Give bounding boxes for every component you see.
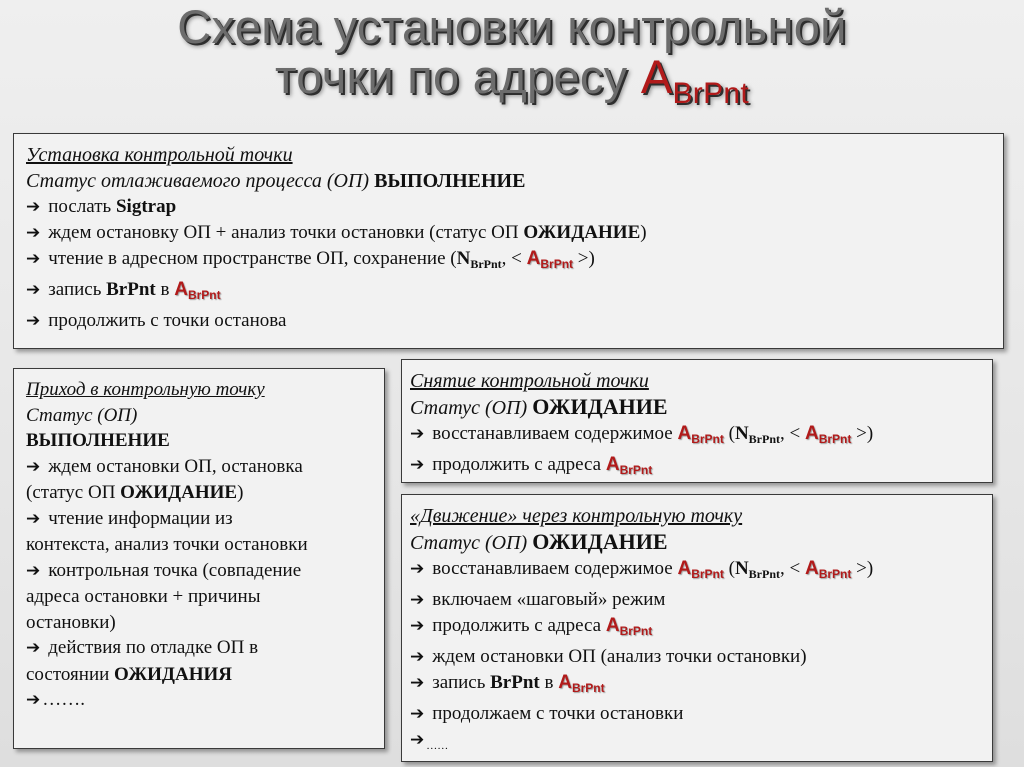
item-text: ( xyxy=(728,558,735,579)
arrow-right-icon: ➔ xyxy=(410,559,425,579)
item-text: восстанавливаем содержимое xyxy=(432,558,673,579)
hit-breakpoint-status-value: ВЫПОЛНЕНИЕ xyxy=(26,430,170,451)
item-text: чтение в адресном пространстве ОП, сохранение ( xyxy=(48,248,457,269)
address-a-brpnt xyxy=(174,279,220,300)
list-item xyxy=(410,701,992,727)
step-over-breakpoint-box xyxy=(401,494,993,762)
list-item xyxy=(26,454,384,481)
list-item xyxy=(26,506,384,533)
a-subscript: BrPnt xyxy=(619,624,653,638)
item-bold: ОЖИДАНИЕ xyxy=(523,222,641,243)
list-item xyxy=(26,277,1003,308)
list-item xyxy=(410,613,992,644)
item-text: восстанавливаем содержимое xyxy=(432,423,673,444)
list-item xyxy=(410,670,992,701)
n-letter: N xyxy=(734,423,749,444)
a-letter: A xyxy=(558,672,572,693)
list-item xyxy=(26,308,1003,334)
status-label: Статус отлаживаемого процесса (ОП) xyxy=(26,170,370,192)
list-item xyxy=(26,194,1003,220)
item-text: , < xyxy=(501,248,522,269)
item-text: продолжить с адреса xyxy=(432,454,602,475)
remove-breakpoint-box xyxy=(401,359,993,483)
list-item-cont: контекста, анализ точки остановки xyxy=(26,534,308,555)
arrow-right-icon: ➔ xyxy=(410,590,425,610)
set-breakpoint-status xyxy=(26,168,1003,194)
a-subscript: BrPnt xyxy=(691,432,724,446)
item-text: ( xyxy=(728,423,735,444)
address-a-brpnt xyxy=(805,423,851,444)
list-item xyxy=(26,687,384,714)
title-address-sub: BrPnt xyxy=(672,77,749,110)
a-letter: A xyxy=(605,615,620,636)
remove-breakpoint-status xyxy=(410,394,992,421)
item-text: продолжить с точки останова xyxy=(48,310,287,331)
arrow-right-icon: ➔ xyxy=(26,249,41,269)
item-text: включаем «шаговый» режим xyxy=(432,589,666,610)
list-item-cont xyxy=(26,480,384,506)
list-item xyxy=(410,421,992,452)
address-a-brpnt xyxy=(606,454,652,475)
item-text: (статус ОП xyxy=(26,482,116,503)
address-a-brpnt xyxy=(606,615,652,636)
arrow-right-icon: ➔ xyxy=(26,280,41,300)
item-text: действия по отладке ОП в xyxy=(48,637,259,658)
step-over-heading: «Движение» через контрольную точку xyxy=(410,505,743,527)
item-bold: BrPnt xyxy=(490,672,540,693)
a-subscript: BrPnt xyxy=(691,567,724,581)
n-subscript: BrPnt xyxy=(748,567,781,581)
arrow-right-icon: ➔ xyxy=(26,690,41,710)
arrow-right-icon: ➔ xyxy=(26,456,41,477)
address-a-brpnt xyxy=(677,558,723,579)
a-letter: A xyxy=(605,454,620,475)
arrow-right-icon: ➔ xyxy=(26,560,41,581)
a-letter: A xyxy=(174,279,188,300)
address-a-brpnt xyxy=(805,558,851,579)
n-letter: N xyxy=(456,248,471,269)
set-breakpoint-heading: Установка контрольной точки xyxy=(26,144,293,166)
list-item xyxy=(26,220,1003,246)
status-label: Статус (ОП) xyxy=(410,397,528,419)
remove-breakpoint-heading: Снятие контрольной точки xyxy=(410,370,649,392)
item-text: ) xyxy=(640,222,647,243)
item-bold: ОЖИДАНИЕ xyxy=(120,482,238,503)
item-text: , < xyxy=(780,423,801,444)
step-over-status xyxy=(410,529,992,556)
a-subscript: BrPnt xyxy=(187,288,221,302)
a-letter: A xyxy=(804,423,819,444)
item-text: в xyxy=(160,279,170,300)
arrow-right-icon: ➔ xyxy=(26,638,41,658)
item-bold: Sigtrap xyxy=(115,196,177,217)
title-address: A xyxy=(640,50,673,103)
arrow-right-icon: ➔ xyxy=(26,508,41,529)
arrow-right-icon: ➔ xyxy=(410,616,425,636)
arrow-right-icon: ➔ xyxy=(410,673,425,693)
list-item-cont: остановки) xyxy=(26,611,116,633)
n-subscript: BrPnt xyxy=(470,257,502,271)
a-letter: A xyxy=(526,248,541,269)
list-item xyxy=(26,246,1003,277)
a-subscript: BrPnt xyxy=(540,257,574,271)
item-text: ……. xyxy=(42,689,85,710)
item-text: ) xyxy=(237,482,244,503)
item-bold: ОЖИДАНИЯ xyxy=(114,663,232,685)
item-text: запись xyxy=(432,672,486,693)
item-text: послать xyxy=(48,196,112,217)
title-line-2 xyxy=(0,52,1024,119)
arrow-right-icon: ➔ xyxy=(410,730,425,750)
list-item xyxy=(410,556,992,587)
n-letter: N xyxy=(734,558,749,579)
item-bold: BrPnt xyxy=(106,279,156,300)
title-line-1: Схема установки контрольной xyxy=(177,0,847,53)
arrow-right-icon: ➔ xyxy=(26,223,41,243)
item-text: ждем остановку ОП + анализ точки остановки (статус ОП xyxy=(48,222,519,243)
item-text: ждем остановки ОП (анализ точки остановки) xyxy=(432,646,807,667)
status-value: ОЖИДАНИЕ xyxy=(532,529,668,554)
page-title xyxy=(0,2,1024,119)
list-item xyxy=(26,558,384,585)
arrow-right-icon: ➔ xyxy=(410,647,425,667)
arrow-right-icon: ➔ xyxy=(410,455,425,475)
list-item-cont xyxy=(26,662,384,688)
a-subscript: BrPnt xyxy=(571,681,605,695)
status-value: ВЫПОЛНЕНИЕ xyxy=(374,170,526,192)
hit-breakpoint-box xyxy=(13,368,385,749)
item-text: продолжаем с точки остановки xyxy=(432,703,684,724)
list-item xyxy=(410,587,992,613)
list-item xyxy=(410,452,992,483)
arrow-right-icon: ➔ xyxy=(410,424,425,444)
list-item xyxy=(26,635,384,662)
address-a-brpnt xyxy=(558,672,604,693)
a-subscript: BrPnt xyxy=(818,567,852,581)
item-text: ждем остановки ОП, остановка xyxy=(48,455,303,477)
a-subscript: BrPnt xyxy=(619,463,653,477)
item-text: …… xyxy=(426,740,449,752)
list-item xyxy=(410,727,992,759)
arrow-right-icon: ➔ xyxy=(26,311,41,331)
hit-breakpoint-heading: Приход в контрольную точку xyxy=(26,379,265,400)
item-text: состоянии xyxy=(26,663,110,685)
a-letter: A xyxy=(677,558,692,579)
item-text: контрольная точка (совпадение xyxy=(48,559,302,581)
list-item-cont: адреса остановки + причины xyxy=(26,586,261,607)
status-value: ОЖИДАНИЕ xyxy=(532,394,668,419)
n-subscript: BrPnt xyxy=(748,432,781,446)
item-text: запись xyxy=(48,279,102,300)
item-text: >) xyxy=(856,423,874,444)
a-letter: A xyxy=(677,423,692,444)
item-text: чтение информации из xyxy=(48,507,233,529)
address-a-brpnt xyxy=(677,423,723,444)
item-text: продолжить с адреса xyxy=(432,615,602,636)
title-line-2-text: точки по адресу xyxy=(274,50,641,103)
item-text: >) xyxy=(577,248,595,269)
item-text: >) xyxy=(856,558,874,579)
arrow-right-icon: ➔ xyxy=(26,197,41,217)
item-text: , < xyxy=(780,558,801,579)
item-text: в xyxy=(544,672,554,693)
hit-breakpoint-status: Статус (ОП) xyxy=(26,404,138,426)
n-brpnt xyxy=(735,423,780,444)
status-label: Статус (ОП) xyxy=(410,532,528,554)
list-item xyxy=(410,644,992,670)
n-brpnt xyxy=(735,558,780,579)
a-subscript: BrPnt xyxy=(818,432,852,446)
set-breakpoint-box xyxy=(13,133,1004,349)
arrow-right-icon: ➔ xyxy=(410,704,425,724)
n-brpnt xyxy=(457,248,502,269)
a-letter: A xyxy=(804,558,819,579)
address-a-brpnt xyxy=(527,248,573,269)
